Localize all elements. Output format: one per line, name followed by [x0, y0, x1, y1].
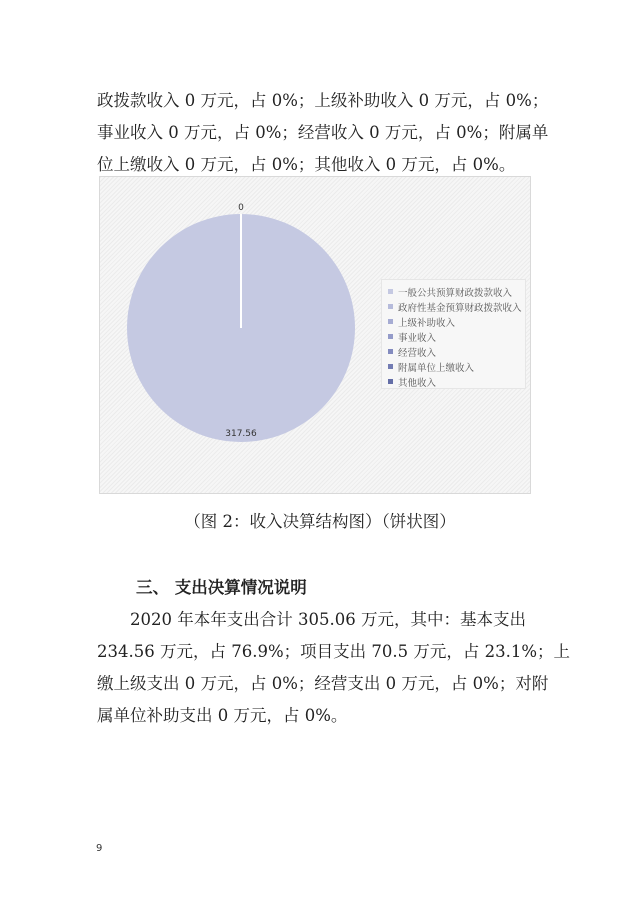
- legend-swatch-icon: [388, 334, 393, 339]
- page-number: 9: [96, 843, 103, 854]
- legend-item-6: [388, 374, 525, 389]
- legend-swatch-icon: [388, 319, 393, 324]
- paragraph-line-5: 234.56 万元，占 76.9%；项目支出 70.5 万元，占 23.1%；上: [97, 642, 571, 661]
- paragraph-line-4: 2020 年本年支出合计 305.06 万元，其中：基本支出: [130, 610, 526, 629]
- legend-label: 一般公共预算财政拨款收入: [398, 287, 513, 299]
- data-label-zero: 0: [238, 203, 244, 213]
- paragraph-line-7: 属单位补助支出 0 万元，占 0%。: [97, 706, 348, 725]
- legend-item-5: [388, 359, 525, 374]
- paragraph-line-3: 位上缴收入 0 万元，占 0%；其他收入 0 万元，占 0%。: [97, 155, 516, 174]
- pie-chart: [99, 176, 531, 494]
- legend-swatch-icon: [388, 379, 393, 384]
- legend-item-4: [388, 344, 525, 359]
- legend-item-0: [388, 284, 525, 299]
- section-heading: 三、 支出决算情况说明: [136, 578, 307, 597]
- legend-label: 其他收入: [398, 377, 437, 389]
- legend-label: 经营收入: [398, 347, 437, 359]
- legend-swatch-icon: [388, 304, 393, 309]
- legend-label: 政府性基金预算财政拨款收入: [398, 302, 522, 314]
- legend-item-2: [388, 314, 525, 329]
- legend-swatch-icon: [388, 364, 393, 369]
- paragraph-line-2: 事业收入 0 万元，占 0%；经营收入 0 万元，占 0%；附属单: [97, 123, 549, 142]
- legend-item-3: [388, 329, 525, 344]
- legend-label: 上级补助收入: [398, 317, 456, 329]
- data-label-main: 317.56: [225, 429, 257, 439]
- legend-swatch-icon: [388, 289, 393, 294]
- paragraph-line-6: 缴上级支出 0 万元，占 0%；经营支出 0 万元，占 0%；对附: [97, 674, 549, 693]
- legend-item-1: [388, 299, 525, 314]
- legend-label: 事业收入: [398, 332, 437, 344]
- chart-legend: [381, 279, 526, 389]
- paragraph-line-1: 政拨款收入 0 万元，占 0%；上级补助收入 0 万元，占 0%；: [97, 91, 549, 110]
- legend-label: 附属单位上缴收入: [398, 362, 475, 374]
- legend-swatch-icon: [388, 349, 393, 354]
- chart-caption: （图 2：收入决算结构图）（饼状图）: [184, 512, 456, 531]
